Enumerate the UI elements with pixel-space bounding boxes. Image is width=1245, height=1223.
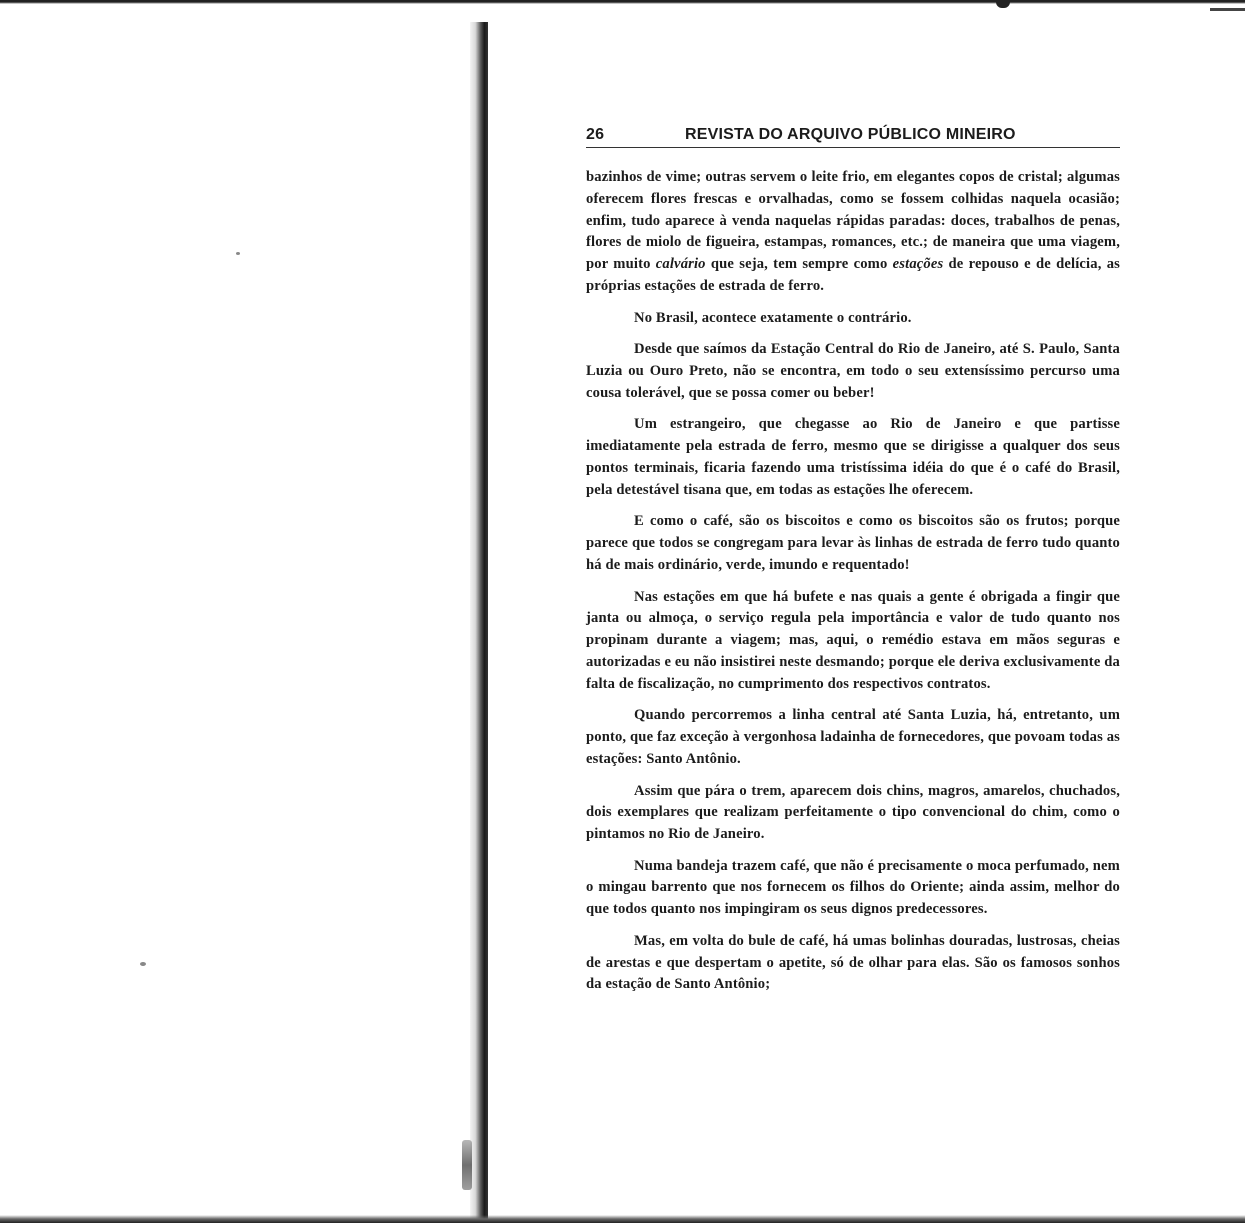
- scan-top-notch: [996, 0, 1010, 8]
- paragraph-text: bazinhos de vime; outras servem o leite frio, em elegantes copos de cristal; algumas oferecem flores frescas e orvalhadas, como se fossem colhidas naquela ocasião; enfim, tudo aparece à venda naquelas rápidas paradas: doces, trabalhos de penas, flores de miolo de figueira, estampas, romances, etc.; de maneira que uma viagem, por muito: [586, 169, 1120, 273]
- blank-left-page: [0, 4, 470, 1214]
- scan-corner-mark: [1210, 8, 1245, 11]
- paragraph: Nas estações em que há bufete e nas quais a gente é obrigada a fingir que janta ou almoça, o serviço regula pela importância e valor de tudo quanto nos propinam durante a viagem; mas, aqui, o remédio estava em mãos seguras e autorizadas e eu não insistirei neste desmando; porque ele deriva exclusivamente da falta de fiscalização, no cumprimento dos respectivos contratos.: [586, 588, 1120, 692]
- right-page: [586, 126, 1120, 1006]
- page-number: 26: [586, 126, 605, 143]
- dust-speck: [140, 962, 146, 966]
- running-header: [586, 126, 1120, 148]
- scan-bottom-edge: [0, 1215, 1245, 1223]
- paragraph: Quando percorremos a linha central até Santa Luzia, há, entretanto, um ponto, que faz exceção à vergonhosa ladainha de fornecedores, que povoam todas as estações: Santo Antônio.: [586, 707, 1121, 767]
- book-spine-shadow: [470, 22, 488, 1223]
- italic-term: calvário: [655, 256, 706, 273]
- paragraph: No Brasil, acontece exatamente o contrário.: [634, 309, 912, 326]
- paragraph-text: de repouso e de delícia, as próprias estações de estrada de ferro.: [586, 256, 1120, 294]
- paragraph: Mas, em volta do bule de café, há umas bolinhas douradas, lustrosas, cheias de arestas e que despertam o apetite, só de olhar para elas. São os famosos sonhos da estação de Santo Antônio;: [586, 932, 1120, 993]
- paragraph-text: que seja, tem sempre como: [705, 256, 893, 273]
- paragraph: E como o café, são os biscoitos e como os biscoitos são os frutos; porque parece que todos se congregam para levar às linhas de estrada de ferro tudo quanto há de mais ordinário, verde, imundo e requentado!: [586, 513, 1120, 573]
- article-body: [586, 167, 1120, 996]
- spine-mark: [462, 1140, 472, 1190]
- running-title: REVISTA DO ARQUIVO PÚBLICO MINEIRO: [685, 126, 1016, 143]
- paragraph: Assim que pára o trem, aparecem dois chins, magros, amarelos, chuchados, dois exemplares que realizam perfeitamente o tipo convencional do chim, como o pintamos no Rio de Janeiro.: [586, 782, 1120, 843]
- paragraph: Um estrangeiro, que chegasse ao Rio de Janeiro e que partisse imediatamente pela estrada de ferro, mesmo que se dirigisse a qualquer dos seus pontos terminais, ficaria fazendo uma tristíssima idéia do que é o café do Brasil, pela detestável tisana que, em todas as estações lhe oferecem.: [586, 416, 1120, 498]
- paragraph: Desde que saímos da Estação Central do Rio de Janeiro, até S. Paulo, Santa Luzia ou Ouro Preto, não se encontra, em todo o seu extensíssimo percurso uma cousa tolerável, que se possa comer ou beber!: [586, 341, 1120, 401]
- dust-speck: [236, 252, 240, 255]
- paragraph: [586, 167, 1120, 298]
- paragraph: Numa bandeja trazem café, que não é precisamente o moca perfumado, nem o mingau barrento que nos fornecem os filhos do Oriente; ainda assim, melhor do que todos quanto nos impingiram os seus dignos predecessores.: [586, 857, 1120, 918]
- italic-term: estações: [892, 256, 944, 273]
